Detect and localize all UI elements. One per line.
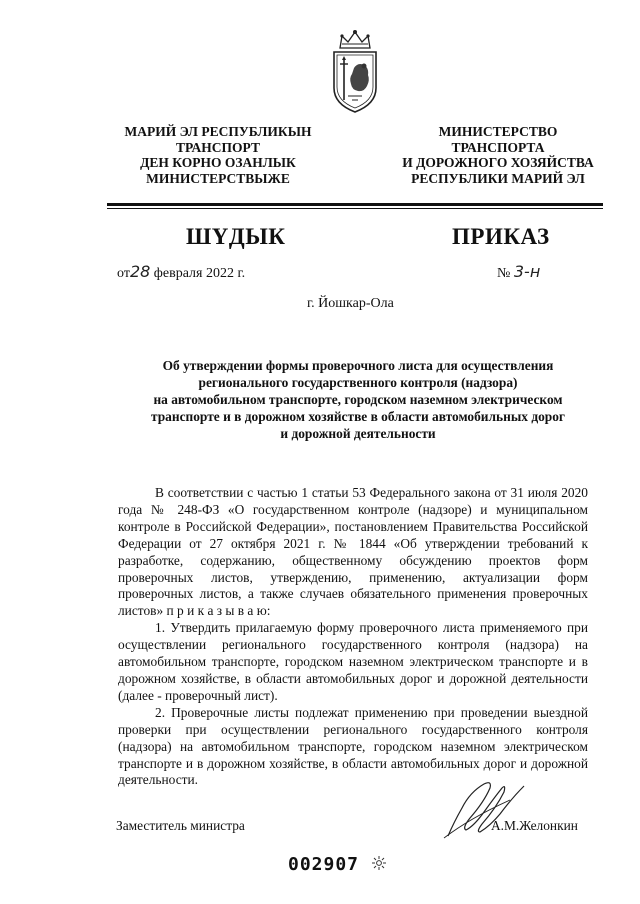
header-right-line: РЕСПУБЛИКИ МАРИЙ ЭЛ [411,170,585,186]
header-divider-thin [107,208,603,209]
document-title [118,357,598,442]
doc-type-mari: ШҮДЫК [186,224,286,249]
date-prefix: от [117,266,130,281]
serial-number: 002907 [288,854,360,875]
title-line: на автомобильном транспорте, городском наземном электрическом [153,392,563,407]
header-right-line: ТРАНСПОРТА [451,139,545,155]
header-right-ministry [393,124,603,186]
date-rest: февраля 2022 г. [153,266,246,281]
body-intro [118,485,588,620]
header-divider-thick [107,203,603,206]
title-line: регионального государственного контроля (надзора) [198,375,518,390]
body-item-2: 2. Проверочные листы подлежат применению при проведении выездной проверки при осуществлении регионального государственного контроля (надзора) на автомобильном транспорте, городском наземном электрическом транспорте и в дорожном хозяйстве, в области автомобильных дорог и дорожной деятельности. [118,704,588,788]
doc-type-russian: ПРИКАЗ [452,224,550,249]
header-left-line: МАРИЙ ЭЛ РЕСПУБЛИКЫН [124,124,312,139]
header-left-ministry [113,124,323,186]
coat-of-arms-icon [328,28,382,114]
date-day-handwritten: 28 [129,262,151,281]
header-right-line: И ДОРОЖНОГО ХОЗЯЙСТВА [402,155,594,170]
header-left-line: ДЕН КОРНО ОЗАНЛЫК [140,155,296,170]
signer-name: А.М.Желонкин [491,818,578,833]
number-prefix: № [497,266,511,281]
title-line: транспорте и в дорожном хозяйстве в области автомобильных дорог [150,409,566,424]
header-right-line: МИНИСТЕРСТВО [438,124,558,139]
header-left-line: ТРАНСПОРТ [176,139,260,155]
intro-text: В соответствии с частью 1 статьи 53 Федерального закона от 31 июля 2020 года № 248-ФЗ «О государственном контроле (надзоре) и муниципальном контроле в Российской Федерации», постановлением Правительства Российской Федерации от 27 октября 2021 г. № 1844 «Об утверждении требований к разработке, содержанию, общественному обсуждению проектов форм проверочных листов, утверждению, применению, актуализации форм проверочных листов, а также случаев обязательного применения проверочных листов» [118,485,588,619]
document-body [118,485,588,789]
signer-position: Заместитель министра [116,818,245,833]
title-line: и дорожной деятельности [280,426,436,441]
order-word: п р и к а з ы в а ю: [166,603,271,619]
body-item-1: 1. Утвердить прилагаемую форму проверочного листа применяемого при осуществлении регионального государственного контроля (надзора) на автомобильном транспорте, городском наземном электрическом транспорте и в дорожном хозяйстве, в области автомобильных дорог и дорожной деятельности (далее - проверочный лист). [118,620,588,703]
header-left-line: МИНИСТЕРСТВЫЖЕ [146,170,290,186]
order-number [497,262,540,282]
ornament-icon [372,856,386,870]
title-line: Об утверждении формы проверочного листа для осуществления [162,358,554,373]
city: г. Йошкар-Ола [307,296,394,311]
number-value-handwritten: 3-н [513,262,541,281]
order-date [117,262,245,282]
